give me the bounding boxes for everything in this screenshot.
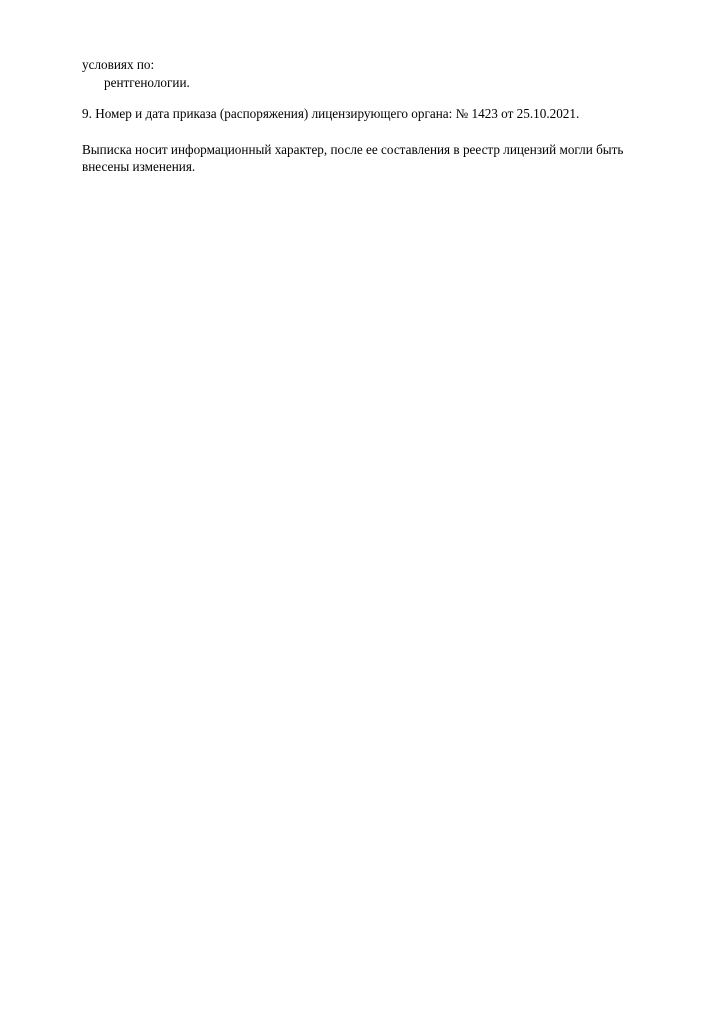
paragraph-conditions xyxy=(82,56,682,91)
document-body xyxy=(82,56,682,176)
conditions-intro-line: условиях по: xyxy=(82,57,155,72)
spacer-after-conditions xyxy=(82,91,682,105)
order-number-text: 9. Номер и дата приказа (распоряжения) лицензирующего органа: № 1423 от 25.10.2021. xyxy=(82,106,580,122)
spacer-after-order xyxy=(82,123,682,141)
disclaimer-line-1: Выписка носит информационный характер, после ее составления в реестр лицензий могли быть xyxy=(82,141,624,157)
disclaimer-line-2: внесены изменения. xyxy=(82,159,196,175)
conditions-item-radiology: рентгенологии. xyxy=(104,74,190,90)
paragraph-disclaimer xyxy=(82,141,682,176)
paragraph-order-number xyxy=(82,105,682,123)
